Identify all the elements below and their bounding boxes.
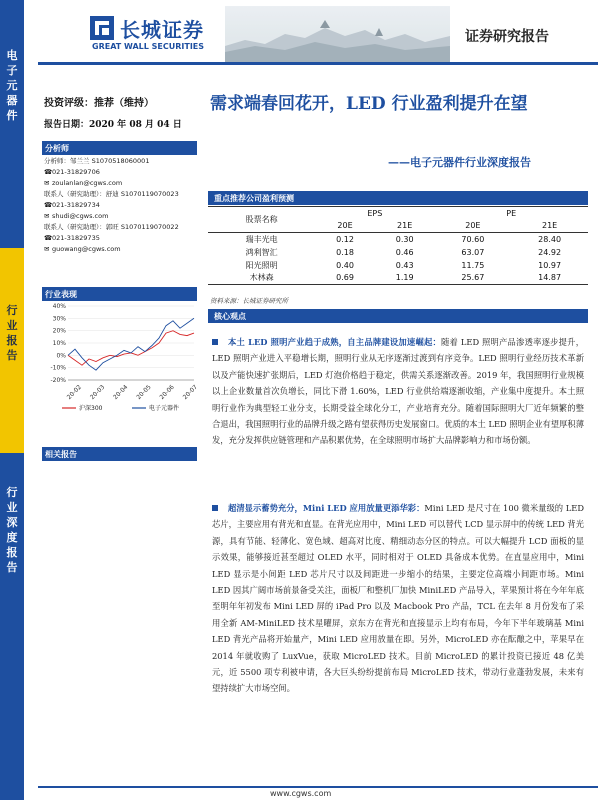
report-type-char: 行 [6, 486, 18, 499]
forecast-table-header: 重点推荐公司盈利预测 [208, 191, 588, 205]
col-group-pe: PE [435, 207, 589, 220]
mail-icon: ✉ [44, 245, 50, 253]
core-view-paragraph-1 [212, 334, 584, 449]
series-line-1 [68, 318, 194, 370]
sector-label-char: 子 [6, 64, 18, 77]
report-type-char: 报 [6, 546, 18, 559]
col-group-eps: EPS [315, 207, 434, 220]
report-category-char: 业 [6, 319, 18, 332]
sector-label-char: 电 [6, 49, 18, 62]
paragraph-lead: 本土 LED 照明产业趋于成熟，自主品牌建设加速崛起： [228, 337, 441, 347]
report-category-char: 行 [6, 304, 18, 317]
report-type-label [0, 485, 24, 585]
footer-url: www.cgws.com [270, 789, 332, 798]
great-wall-banner-image [225, 6, 450, 62]
col-company: 股票名称 [208, 207, 315, 233]
company-name: 木林森 [208, 272, 315, 285]
analyst-text: guowang@cgws.com [52, 245, 121, 253]
analyst-line [44, 189, 204, 200]
table-header-row [208, 207, 588, 220]
footer-divider [38, 786, 598, 788]
analyst-text: 021-31829734 [52, 201, 100, 209]
report-type-title: 证券研究报告 [465, 29, 549, 45]
legend-label: 沪深300 [79, 405, 103, 412]
analyst-list [44, 156, 204, 255]
legend-label: 电子元器件 [149, 405, 180, 412]
logo-cn-text: 长城证券 [120, 18, 204, 42]
cell: 25.67 [435, 272, 512, 285]
analyst-line [44, 211, 204, 222]
x-tick-label: 20-02 [65, 383, 83, 401]
analyst-line [44, 200, 204, 211]
chart-svg [42, 300, 199, 420]
y-tick-label: 40% [52, 303, 66, 310]
paragraph-body: Mini LED 是尺寸在 100 微米量级的 LED 芯片，主要应用有背光和直显。在背光应用中，Mini LED 可以替代 LCD 显示屏中的传统 LED 背光源，具有节能、轻薄化、宽色域、超高对比度、精细动态分区的特点。可以大幅提升 LCD 面板的显示效果，能够接近甚至超过 OLED 水平，同时相对于 OLED 具备成本优势。在直显应用中，Mini LED 显示是小间距 LED 芯片尺寸以及间距进一步缩小的结果，主要定位高端小间距市场。Mini LED 因其广阔市场前景备受关注，面板厂和整机厂加快 MiniLED 产品导入，苹果预计将在今年年底至明年年初发布 Mini LED 屏的 iPad Pro 以及 Macbook Pro 产品，TCL 在去年 8 月份发布了采用全新 AM-MiniLED 技术星曜屏，京东方在背光和直接显示上均有布局，今年下半年玻璃基 Mini LED 背光产品将开始量产，Mini LED 应用放量在即。另外，MicroLED 亦在酝酿之中，苹果早在 2014 年就收购了 LuxVue，获取 MicroLED 技术。目前 MicroLED 的累计投资已接近 48 亿美元，近 5500 项专利被申请，各大巨头纷纷提前布局 MicroLED 技术，带动行业蓬勃发展，未来有望持续扩大市场空间。 [212, 503, 585, 694]
y-tick-label: 30% [52, 315, 66, 323]
industry-performance-header: 行业表现 [42, 287, 197, 301]
header-divider [38, 62, 598, 65]
y-tick-label: -20% [50, 377, 66, 384]
investment-rating: 投资评级：推荐（维持） [44, 98, 154, 109]
company-name: 阳光照明 [245, 260, 278, 270]
report-title: 需求端春回花开，LED 行业盈利提升在望 [210, 94, 528, 114]
cell: 1.19 [375, 272, 435, 285]
report-date: 报告日期：2020 年 08 月 04 日 [44, 120, 182, 130]
table-source-note: 资料来源：长城证券研究所 [210, 297, 288, 305]
analyst-text: 021-31829706 [52, 168, 100, 176]
analyst-text: 分析师：邹兰兰 S1070518060001 [44, 157, 150, 165]
cell: 10.97 [538, 260, 562, 270]
table-row [208, 246, 588, 259]
logo-en-text: GREAT WALL SECURITIES [92, 42, 205, 51]
phone-icon: ☎ [44, 201, 53, 209]
left-sidebar [0, 0, 24, 800]
cell: 0.12 [336, 234, 354, 244]
col-year: 20E [315, 220, 375, 233]
mail-icon: ✉ [44, 212, 50, 220]
logo-mark-icon [90, 16, 114, 40]
core-view-header: 核心观点 [208, 309, 588, 323]
report-category-char: 报 [6, 334, 18, 347]
sector-label-char: 元 [6, 79, 18, 92]
analyst-text: 021-31829735 [52, 234, 100, 242]
cell: 63.07 [461, 247, 485, 257]
industry-performance-chart [42, 300, 199, 420]
cell: 0.18 [336, 247, 354, 257]
x-tick-label: 20-06 [158, 383, 176, 401]
y-tick-label: 0% [56, 352, 66, 360]
company-logo [90, 14, 220, 54]
table-row [208, 233, 588, 246]
company-name: 鸿利智汇 [245, 247, 278, 257]
col-year: 21E [511, 220, 588, 233]
sector-label-char: 器 [6, 94, 18, 107]
x-tick-label: 20-07 [181, 383, 199, 401]
analyst-line [44, 156, 204, 167]
forecast-table [208, 206, 588, 285]
report-type-char: 业 [6, 501, 18, 514]
cell: 0.30 [395, 234, 414, 244]
table-row [208, 272, 588, 285]
x-tick-label: 20-04 [112, 383, 130, 401]
y-tick-label: 10% [52, 340, 66, 347]
analyst-line [44, 178, 204, 189]
analyst-line [44, 222, 204, 233]
y-tick-label: 20% [52, 327, 66, 335]
analyst-text: 联系人（研究助理）：郭旺 S1070119070022 [44, 223, 179, 231]
cell: 0.43 [395, 260, 414, 270]
cell: 0.69 [315, 272, 375, 285]
analyst-text: shudi@cgws.com [52, 212, 109, 220]
y-tick-label: -10% [50, 364, 66, 372]
report-type-char: 告 [6, 561, 18, 574]
report-category-label [0, 248, 24, 453]
x-tick-label: 20-05 [135, 383, 153, 401]
analyst-line [44, 244, 204, 255]
cell: 24.92 [538, 247, 562, 257]
paragraph-body: 随着 LED 照明产品渗透率逐步提升，LED 照明产业进入平稳增长期，照明行业从无序逐渐过渡到有序竞争。LED 照明行业经历技术革新以及产能快速扩张期后，LED 灯泡价格趋于稳定，供需关系逐渐改善。2019 年，我国照明行业规模以上企业数量首次负增长，同比下滑 1.60%，LED 行业供给端逐渐收缩，产业集中度提升。本土照明行业作为典型轻工业分支，长期受益全球化分工，产业培育充分。随着国际照明大厂近年频繁的整合退出，我国照明行业的品牌升级之路有望获得历史发展窗口。优质的本土 LED 照明企业有望厚积薄发，充分发挥供应链管理和产品积累优势，在全球照明市场扩大品牌影响力和市场份额。 [212, 337, 584, 446]
sector-label-char: 件 [6, 109, 18, 122]
report-subtitle: ——电子元器件行业深度报告 [388, 156, 531, 169]
phone-icon: ☎ [44, 168, 53, 176]
col-year: 21E [375, 220, 435, 233]
cell: 70.60 [461, 234, 485, 244]
report-type-char: 深 [6, 516, 18, 529]
phone-icon: ☎ [44, 234, 53, 242]
analyst-line [44, 167, 204, 178]
cell: 0.40 [336, 260, 354, 270]
mail-icon: ✉ [44, 179, 50, 187]
analyst-text: 联系人（研究助理）：舒迪 S1070119070023 [44, 190, 179, 198]
table-row [208, 259, 588, 272]
cell: 28.40 [538, 234, 562, 244]
related-reports-header: 相关报告 [42, 447, 197, 461]
analyst-line [44, 233, 204, 244]
analyst-text: zoulanlan@cgws.com [52, 179, 123, 187]
analyst-section-header: 分析师 [42, 141, 197, 155]
cell: 11.75 [461, 260, 485, 270]
series-line-0 [68, 331, 194, 366]
company-name: 瑞丰光电 [245, 234, 278, 244]
cell: 0.46 [395, 247, 414, 257]
sector-label [0, 48, 24, 128]
report-category-char: 告 [6, 349, 18, 362]
paragraph-lead: 超清显示蓄势充分，Mini LED 应用放量更添华彩： [228, 503, 425, 513]
x-tick-label: 20-03 [88, 383, 107, 401]
report-type-char: 度 [6, 531, 18, 544]
col-year: 20E [435, 220, 512, 233]
core-view-paragraph-2 [212, 500, 584, 697]
cell: 14.87 [511, 272, 588, 285]
